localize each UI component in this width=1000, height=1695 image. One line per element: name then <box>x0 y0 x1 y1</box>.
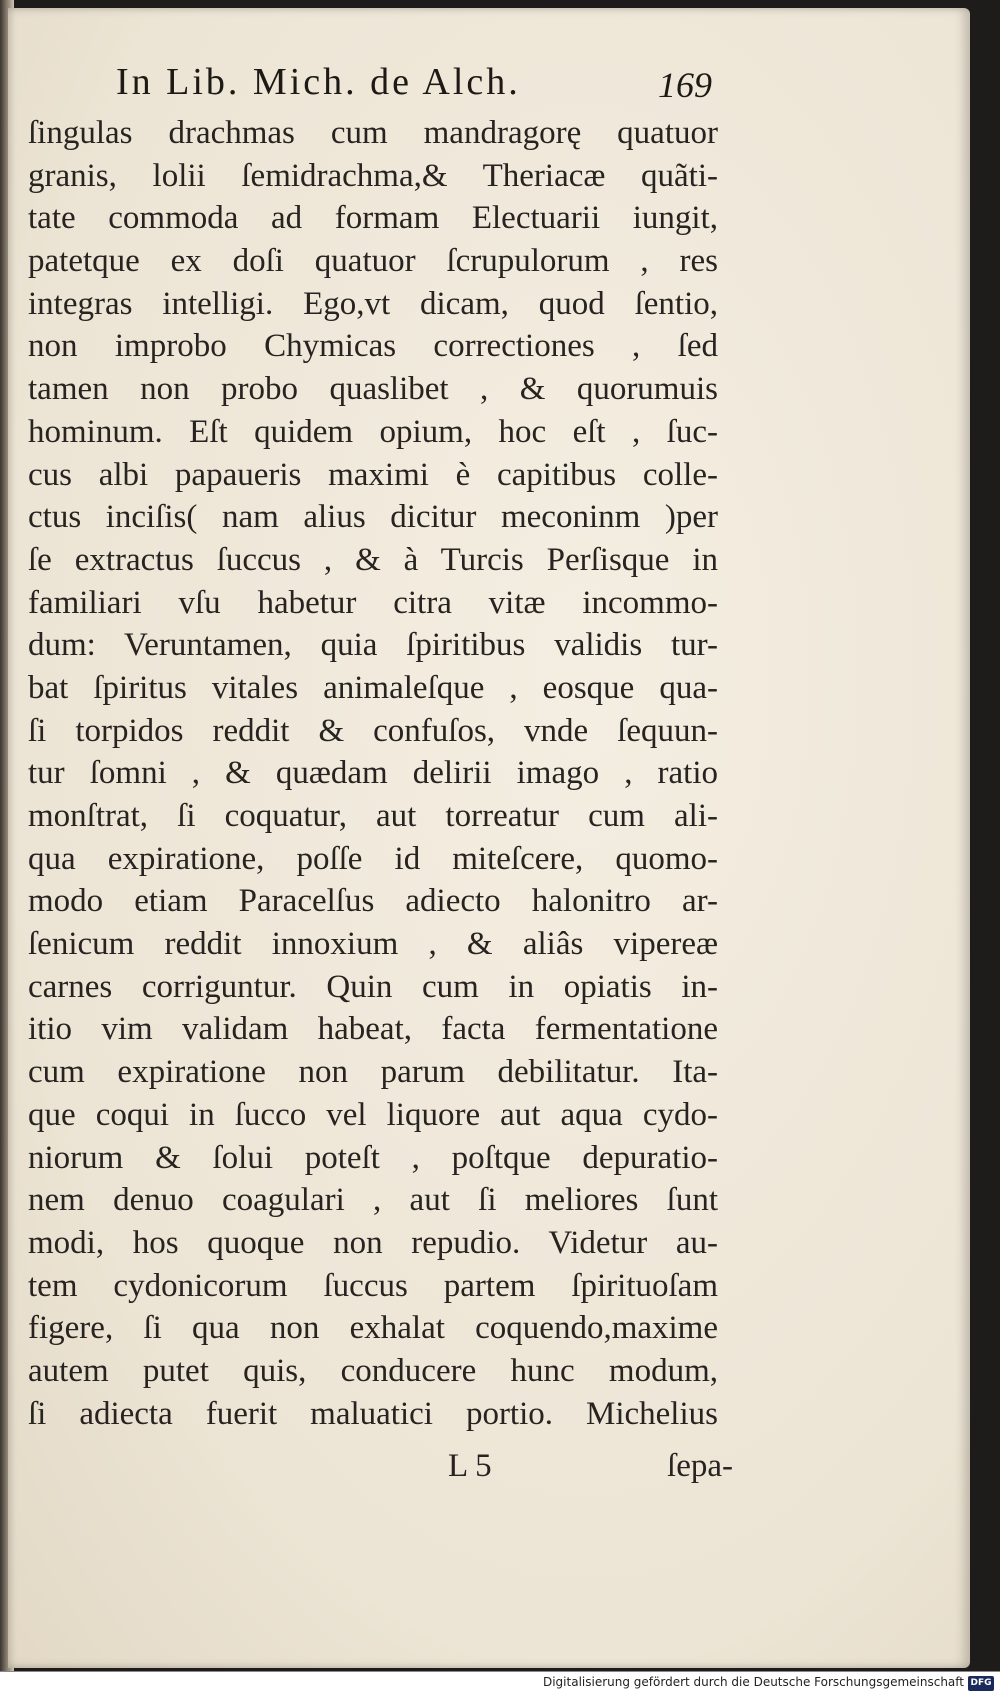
page-number: 169 <box>658 65 712 105</box>
dfg-logo-icon: DFG <box>968 1676 994 1691</box>
text-line: bat ſpiritus vitales animaleſque , eosque qua- <box>28 669 718 706</box>
text-line: itio vim validam habeat, facta fermentatione <box>28 1011 718 1048</box>
text-line: figere, ſi qua non exhalat coquendo,maxime <box>28 1310 718 1347</box>
text-line: ſi adiecta fuerit maluatici portio. Michelius <box>28 1395 718 1432</box>
text-line: nem denuo coagulari , aut ſi meliores ſunt <box>28 1182 718 1219</box>
digitization-credit-bar <box>0 1671 1000 1695</box>
text-line: ctus inciſis( nam alius dicitur meconinm )per <box>28 499 718 536</box>
text-line: dum: Veruntamen, quia ſpiritibus validis tur- <box>28 627 718 664</box>
body-text <box>28 112 718 1435</box>
text-line: tamen non probo quaslibet , & quorumuis <box>28 371 718 408</box>
text-line: ſingulas drachmas cum mandragorę quatuor <box>28 115 718 151</box>
text-line: integras intelligi. Ego,vt dicam, quod ſentio, <box>28 285 718 322</box>
text-line: monſtrat, ſi coquatur, aut torreatur cum ali- <box>28 798 718 834</box>
text-line: patetque ex doſi quatuor ſcrupulorum , res <box>28 243 718 280</box>
credit-text: Digitalisierung gefördert durch die Deutsche Forschungsgemeinschaft <box>542 1675 964 1689</box>
text-line: tur ſomni , & quædam delirii imago , ratio <box>28 755 718 792</box>
text-line: familiari vſu habetur citra vitæ incommo- <box>28 584 718 621</box>
text-line: non improbo Chymicas correctiones , ſed <box>28 328 718 365</box>
text-line: cus albi papaueris maximi è capitibus colle- <box>28 456 718 493</box>
catchword: ſepa- <box>667 1448 733 1484</box>
text-line: carnes corriguntur. Quin cum in opiatis in- <box>28 968 718 1005</box>
text-line: cum expiratione non parum debilitatur. Ita- <box>28 1054 718 1091</box>
text-line: granis, lolii ſemidrachma,& Theriacæ quãti- <box>28 157 718 194</box>
text-line: ſe extractus ſuccus , & à Turcis Perſisque in <box>28 541 718 578</box>
text-line: autem putet quis, conducere hunc modum, <box>28 1352 718 1389</box>
text-line: que coqui in ſucco vel liquore aut aqua cydo- <box>28 1096 718 1133</box>
text-line: modo etiam Paracelſus adiecto halonitro ar- <box>28 883 718 920</box>
signature-mark: L 5 <box>448 1448 492 1484</box>
book-page <box>8 8 970 1668</box>
text-line: ſenicum reddit innoxium , & aliâs vipereæ <box>28 926 718 963</box>
text-line: hominum. Eſt quidem opium, hoc eſt , ſuc- <box>28 413 718 450</box>
page-footer <box>28 1448 733 1488</box>
text-line: tem cydonicorum ſuccus partem ſpirituoſam <box>28 1267 718 1304</box>
text-line: niorum & ſolui poteſt , poſtque depuratio- <box>28 1139 718 1176</box>
text-line: ſi torpidos reddit & confuſos, vnde ſequun- <box>28 712 718 749</box>
text-line: tate commoda ad formam Electuarii iungit, <box>28 200 718 237</box>
running-title: In Lib. Mich. de Alch. <box>116 61 521 103</box>
text-line: modi, hos quoque non repudio. Videtur au- <box>28 1224 718 1261</box>
text-line: qua expiratione, poſſe id miteſcere, quomo- <box>28 840 718 877</box>
